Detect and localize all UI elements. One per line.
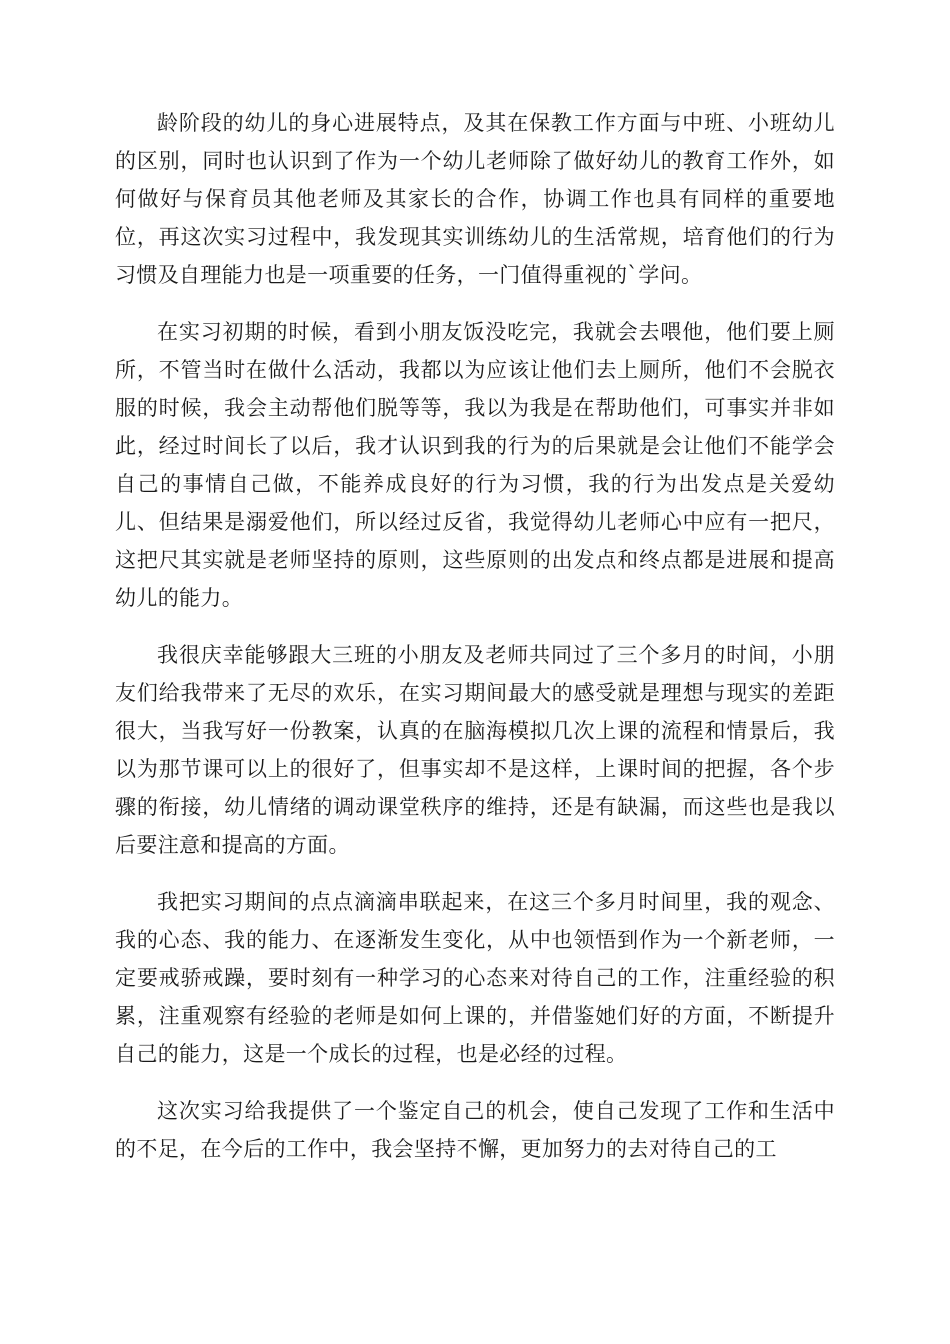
paragraph-1: 龄阶段的幼儿的身心进展特点，及其在保教工作方面与中班、小班幼儿的区别，同时也认识到了作为一个幼儿老师除了做好幼儿的教育工作外，如何做好与保育员其他老师及其家长的合作，协调工作也具有同样的重要地位，再这次实习过程中，我发现其实训练幼儿的生活常规，培育他们的行为习惯及自理能力也是一项重要的任务，一门值得重视的`学问。 [115, 111, 835, 287]
body-text [115, 104, 835, 1187]
paragraph-4: 我把实习期间的点点滴滴串联起来，在这三个多月时间里，我的观念、我的心态、我的能力、在逐渐发生变化，从中也领悟到作为一个新老师，一定要戒骄戒躁，要时刻有一种学习的心态来对待自己的工作，注重经验的积累，注重观察有经验的老师是如何上课的，并借鉴她们好的方面，不断提升自己的能力，这是一个成长的过程，也是必经的过程。 [115, 890, 835, 1066]
paragraph-5: 这次实习给我提供了一个鉴定自己的机会，使自己发现了工作和生活中的不足，在今后的工作中，我会坚持不懈，更加努力的去对待自己的工 [115, 1099, 835, 1161]
paragraph-2: 在实习初期的时候，看到小朋友饭没吃完，我就会去喂他，他们要上厕所，不管当时在做什么活动，我都以为应该让他们去上厕所，他们不会脱衣服的时候，我会主动帮他们脱等等，我以为我是在帮助他们，可事实并非如此，经过时间长了以后，我才认识到我的行为的后果就是会让他们不能学会自己的事情自己做，不能养成良好的行为习惯，我的行为出发点是关爱幼儿、但结果是溺爱他们，所以经过反省，我觉得幼儿老师心中应有一把尺，这把尺其实就是老师坚持的原则，这些原则的出发点和终点都是进展和提高幼儿的能力。 [115, 320, 835, 610]
paragraph-3: 我很庆幸能够跟大三班的小朋友及老师共同过了三个多月的时间，小朋友们给我带来了无尽的欢乐，在实习期间最大的感受就是理想与现实的差距很大，当我写好一份教案，认真的在脑海模拟几次上课的流程和情景后，我以为那节课可以上的很好了，但事实却不是这样，上课时间的把握，各个步骤的衔接，幼儿情绪的调动课堂秩序的维持，还是有缺漏，而这些也是我以后要注意和提高的方面。 [115, 643, 835, 857]
